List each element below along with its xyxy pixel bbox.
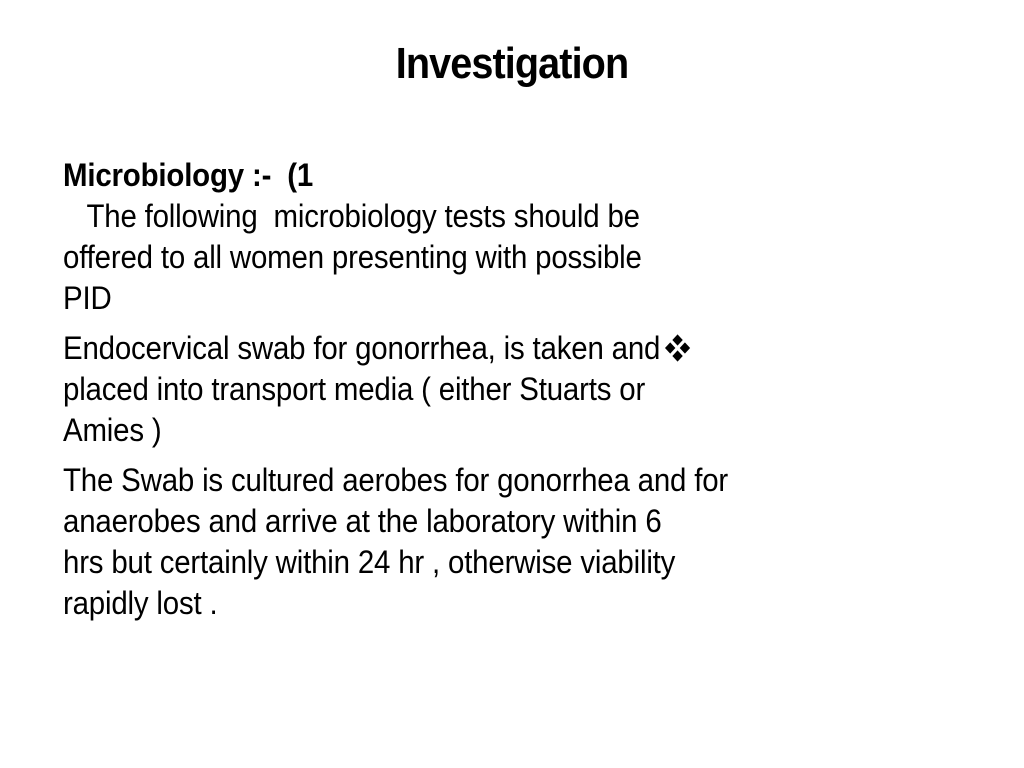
text-line: Amies ) [63, 412, 162, 448]
text-line: rapidly lost . [63, 585, 218, 621]
text-line: The Swab is cultured aerobes for gonorrhea and for [63, 462, 729, 498]
section-heading: Microbiology :- (1 [63, 157, 314, 193]
text-line: offered to all women presenting with possible [63, 239, 642, 275]
text-line: PID [63, 280, 112, 316]
text-line: The following microbiology tests should be [63, 198, 640, 234]
slide-body [63, 155, 963, 624]
text-line-with-bullet [63, 328, 891, 369]
four-diamond-bullet-icon [666, 335, 690, 361]
text-line: placed into transport media ( either Stuarts or [63, 371, 646, 407]
paragraph-culture [63, 460, 963, 624]
slide-title: Investigation [395, 39, 629, 88]
paragraph-intro [63, 196, 963, 319]
text-line: anaerobes and arrive at the laboratory within 6 [63, 503, 662, 539]
text-line: hrs but certainly within 24 hr , otherwise viability [63, 544, 676, 580]
paragraph-endocervical-swab [63, 328, 963, 451]
text-line: Endocervical swab for gonorrhea, is taken and [63, 330, 661, 366]
